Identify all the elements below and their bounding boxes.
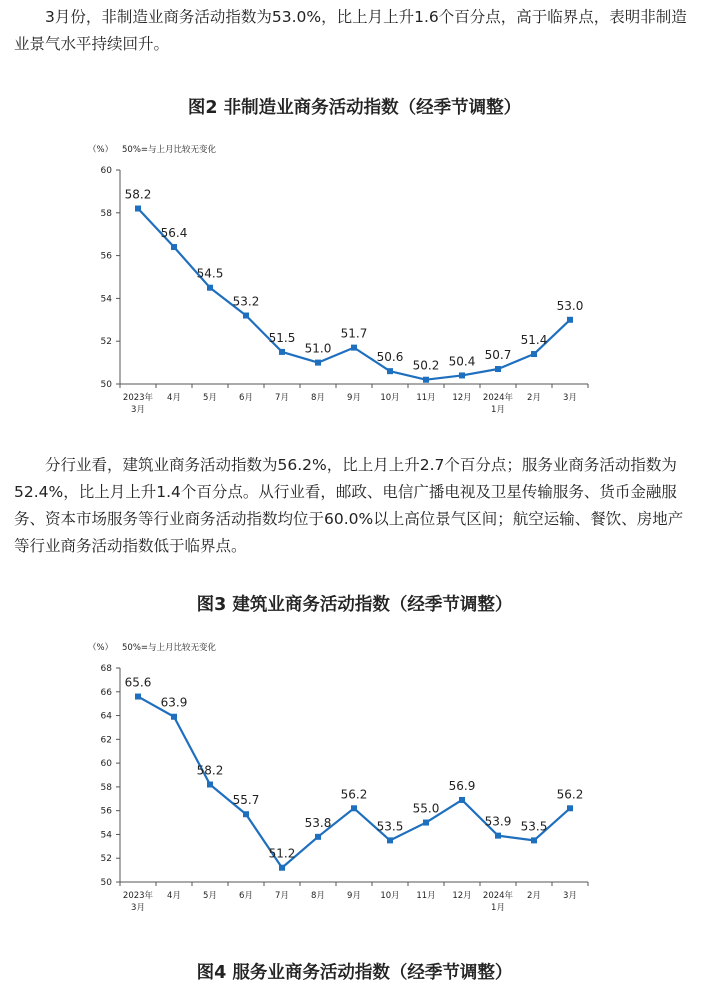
data-label: 53.0 bbox=[556, 298, 584, 313]
x-tick-label: 2024年 bbox=[482, 891, 514, 901]
data-point bbox=[531, 351, 537, 357]
x-tick-label: 6月 bbox=[239, 393, 253, 403]
x-tick-label: 10月 bbox=[380, 891, 400, 901]
x-tick-label: 2月 bbox=[527, 393, 541, 403]
y-tick-label: 60 bbox=[100, 166, 112, 176]
data-label: 53.2 bbox=[232, 294, 260, 309]
data-point bbox=[315, 834, 321, 840]
data-label: 53.5 bbox=[520, 819, 548, 834]
y-tick-label: 54 bbox=[100, 830, 112, 841]
data-point bbox=[243, 811, 249, 817]
y-tick-label: 54 bbox=[100, 294, 112, 305]
data-point bbox=[279, 349, 285, 355]
x-tick-label: 8月 bbox=[311, 891, 325, 901]
figure-3-title: 图3 建筑业商务活动指数（经季节调整） bbox=[196, 595, 513, 615]
y-tick-label: 66 bbox=[100, 687, 112, 698]
unit-label: （%） bbox=[88, 643, 114, 653]
x-tick-label: 11月 bbox=[416, 891, 436, 901]
data-label: 51.7 bbox=[340, 326, 368, 341]
x-tick-label: 2023年 bbox=[122, 891, 154, 901]
x-tick-label: 3月 bbox=[131, 405, 145, 415]
data-label: 50.7 bbox=[484, 348, 512, 363]
x-tick-label: 4月 bbox=[167, 393, 181, 403]
y-tick-label: 62 bbox=[100, 735, 112, 746]
data-point bbox=[135, 206, 141, 212]
x-tick-label: 4月 bbox=[167, 891, 181, 901]
data-point bbox=[207, 285, 213, 291]
y-tick-label: 50 bbox=[100, 878, 112, 888]
chart-construction-index bbox=[88, 636, 608, 926]
data-point bbox=[459, 372, 465, 378]
x-tick-label: 7月 bbox=[275, 891, 289, 901]
y-tick-label: 52 bbox=[100, 854, 112, 865]
x-tick-label: 2月 bbox=[527, 891, 541, 901]
x-tick-label: 9月 bbox=[347, 891, 361, 901]
data-point bbox=[243, 313, 249, 319]
y-tick-label: 56 bbox=[100, 251, 112, 262]
data-label: 51.0 bbox=[304, 341, 332, 356]
data-label: 53.8 bbox=[304, 815, 332, 830]
data-label: 63.9 bbox=[160, 695, 188, 710]
data-label: 50.6 bbox=[376, 350, 404, 365]
data-point bbox=[567, 317, 573, 323]
x-tick-label: 11月 bbox=[416, 393, 436, 403]
data-label: 58.2 bbox=[196, 763, 224, 778]
chart-note: 50%=与上月比较无变化 bbox=[122, 643, 217, 653]
x-tick-label: 7月 bbox=[275, 393, 289, 403]
y-tick-label: 64 bbox=[100, 711, 112, 722]
unit-label: （%） bbox=[88, 145, 114, 155]
x-tick-label: 12月 bbox=[452, 891, 472, 901]
data-point bbox=[531, 837, 537, 843]
x-tick-label: 3月 bbox=[563, 393, 577, 403]
data-label: 56.9 bbox=[448, 778, 476, 793]
chart-nonmanufacturing-index bbox=[88, 138, 608, 428]
data-point bbox=[423, 377, 429, 383]
data-point bbox=[495, 366, 501, 372]
data-point bbox=[171, 714, 177, 720]
data-label: 56.4 bbox=[160, 226, 188, 241]
y-tick-label: 68 bbox=[100, 664, 112, 674]
data-label: 58.2 bbox=[124, 187, 152, 202]
data-label: 53.5 bbox=[376, 819, 404, 834]
data-label: 55.7 bbox=[232, 793, 260, 808]
data-label: 50.2 bbox=[412, 358, 440, 373]
data-point bbox=[351, 345, 357, 351]
data-point bbox=[315, 360, 321, 366]
x-tick-label: 3月 bbox=[563, 891, 577, 901]
x-tick-label: 5月 bbox=[203, 891, 217, 901]
x-tick-label: 6月 bbox=[239, 891, 253, 901]
y-tick-label: 60 bbox=[100, 759, 112, 770]
y-tick-label: 52 bbox=[100, 337, 112, 348]
data-point bbox=[495, 833, 501, 839]
x-tick-label: 12月 bbox=[452, 393, 472, 403]
data-label: 53.9 bbox=[484, 814, 512, 829]
y-tick-label: 50 bbox=[100, 380, 112, 390]
x-tick-label: 3月 bbox=[131, 903, 145, 913]
data-label: 51.2 bbox=[268, 846, 296, 861]
data-point bbox=[387, 837, 393, 843]
data-label: 65.6 bbox=[124, 675, 152, 690]
data-point bbox=[423, 820, 429, 826]
data-label: 50.4 bbox=[448, 354, 476, 369]
figure-2-title: 图2 非制造业商务活动指数（经季节调整） bbox=[187, 98, 522, 118]
data-label: 56.2 bbox=[340, 787, 368, 802]
series-line bbox=[138, 697, 570, 868]
chart-note: 50%=与上月比较无变化 bbox=[122, 145, 217, 155]
x-tick-label: 8月 bbox=[311, 393, 325, 403]
data-label: 51.4 bbox=[520, 333, 548, 348]
data-label: 56.2 bbox=[556, 787, 584, 802]
y-tick-label: 58 bbox=[100, 782, 112, 793]
y-tick-label: 56 bbox=[100, 806, 112, 817]
data-point bbox=[459, 797, 465, 803]
data-point bbox=[387, 368, 393, 374]
data-label: 51.5 bbox=[268, 330, 296, 345]
data-point bbox=[351, 805, 357, 811]
data-point bbox=[171, 244, 177, 250]
x-tick-label: 10月 bbox=[380, 393, 400, 403]
data-point bbox=[207, 782, 213, 788]
x-tick-label: 9月 bbox=[347, 393, 361, 403]
x-tick-label: 5月 bbox=[203, 393, 217, 403]
y-tick-label: 58 bbox=[100, 208, 112, 219]
x-tick-label: 1月 bbox=[491, 903, 505, 913]
x-tick-label: 2024年 bbox=[482, 393, 514, 403]
data-label: 55.0 bbox=[412, 801, 440, 816]
paragraph-intro: 3月份，非制造业商务活动指数为53.0%，比上月上升1.6个百分点，高于临界点，表明非制造业景气水平持续回升。 bbox=[14, 8, 687, 53]
x-tick-label: 1月 bbox=[491, 405, 505, 415]
x-tick-label: 2023年 bbox=[122, 393, 154, 403]
data-point bbox=[135, 694, 141, 700]
data-label: 54.5 bbox=[196, 266, 224, 281]
data-point bbox=[279, 865, 285, 871]
figure-4-title: 图4 服务业商务活动指数（经季节调整） bbox=[196, 963, 513, 983]
paragraph-industry: 分行业看，建筑业商务活动指数为56.2%，比上月上升2.7个百分点；服务业商务活动指数为52.4%，比上月上升1.4个百分点。从行业看，邮政、电信广播电视及卫星传输服务、货币金融服务、资本市场服务等行业商务活动指数均位于60.0%以上高位景气区间；航空运输、餐饮、房地产等行业商务活动指数低于临界点。 bbox=[14, 456, 684, 555]
data-point bbox=[567, 805, 573, 811]
